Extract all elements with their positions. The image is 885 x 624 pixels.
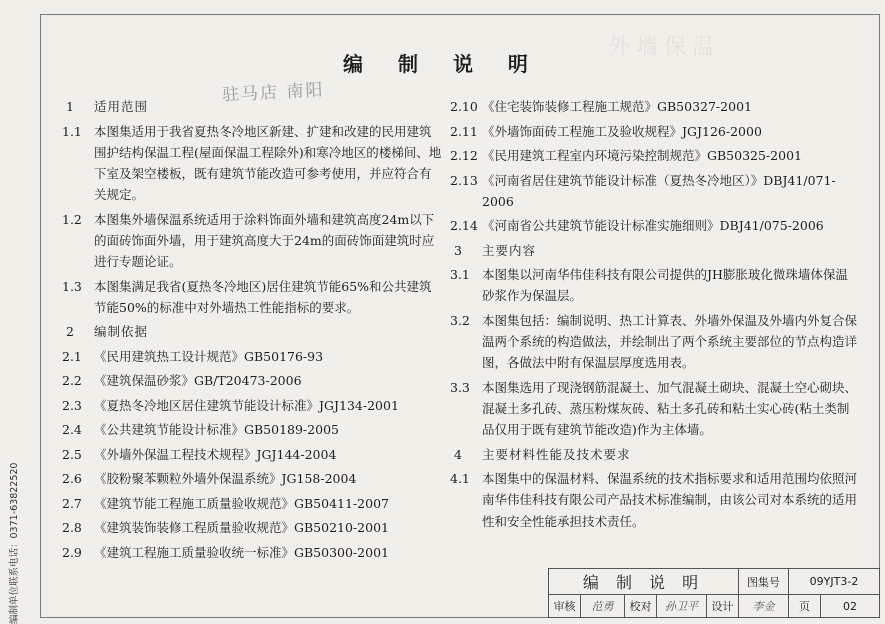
- clause-text: 本图集选用了现浇钢筋混凝土、加气混凝土砌块、混凝土空心砌块、混凝土多孔砖、蒸压粉煤灰砖、粘土多孔砖和粘土实心砖(粘土类制品仅用于既有建筑节能改造)作为主体墙。: [482, 379, 858, 438]
- clause-number: 2.10: [450, 99, 478, 114]
- clause-number: 3.3: [450, 379, 470, 395]
- clause-item: [62, 444, 442, 465]
- left-column: [62, 96, 442, 566]
- clause-text: 《建筑工程施工质量验收统一标准》GB50300-2001: [94, 544, 389, 560]
- clause-item: [450, 264, 860, 306]
- design-signature: 李金: [739, 595, 789, 617]
- clause-text: 主要材料性能及技术要求: [482, 446, 631, 462]
- clause-item: [62, 346, 442, 367]
- check-label: 校对: [625, 595, 657, 617]
- review-label: 审核: [549, 595, 581, 617]
- clause-item: [450, 468, 860, 532]
- clause-text: 编制依据: [94, 324, 149, 340]
- design-label: 设计: [707, 595, 739, 617]
- section-heading: [450, 444, 860, 465]
- clause-item: [450, 96, 860, 117]
- clause-number: 2.4: [62, 422, 82, 438]
- clause-number: 2.5: [62, 446, 82, 462]
- clause-text: 《外墙外保温工程技术规程》JGJ144-2004: [94, 446, 337, 462]
- clause-text: 《胶粉聚苯颗粒外墙外保温系统》JG158-2004: [94, 471, 357, 487]
- clause-item: [450, 310, 860, 374]
- clause-number: 4: [454, 446, 462, 462]
- clause-number: 2.8: [62, 520, 82, 536]
- clause-number: 2.11: [450, 123, 478, 139]
- clause-number: 3.2: [450, 312, 470, 328]
- clause-item: [62, 493, 442, 514]
- clause-item: [62, 209, 442, 273]
- clause-number: 1.3: [62, 278, 82, 294]
- page-title: 编 制 说 明: [343, 52, 542, 76]
- clause-text: 《公共建筑节能设计标准》GB50189-2005: [94, 422, 339, 438]
- atlas-number: 09YJT3-2: [789, 569, 879, 595]
- clause-item: [62, 419, 442, 440]
- side-contact-note: 编制单位联系电话：0371-63822520: [9, 462, 20, 624]
- clause-number: 1.2: [62, 211, 82, 227]
- clause-number: 2.9: [62, 544, 82, 560]
- clause-item: [62, 395, 442, 416]
- page-label: 页: [789, 595, 821, 617]
- clause-text: 本图集包括：编制说明、热工计算表、外墙外保温及外墙内外复合保温两个系统的构造做法，并绘制出了两个系统主要部位的节点构造详图，各做法中附有保温层厚度选用表。: [482, 312, 858, 371]
- title-block-name: 编 制 说 明: [549, 569, 739, 595]
- clause-number: 2.14: [450, 218, 478, 234]
- clause-text: 《民用建筑工程室内环境污染控制规范》GB50325-2001: [482, 148, 802, 163]
- section-heading: [450, 240, 860, 261]
- handwritten-note: 驻马店 南阳: [221, 80, 325, 106]
- clause-item: [62, 370, 442, 391]
- clause-number: 1.1: [62, 123, 82, 139]
- title-block: [548, 568, 880, 618]
- page-number: 02: [843, 599, 857, 613]
- section-heading: [62, 96, 442, 117]
- clause-item: [62, 517, 442, 538]
- check-signature: 孙卫平: [657, 595, 707, 617]
- clause-text: 适用范围: [94, 99, 149, 114]
- clause-number: 2.12: [450, 148, 478, 163]
- clause-number: 2.1: [62, 348, 82, 364]
- clause-number: 2: [66, 324, 74, 340]
- clause-text: 本图集外墙保温系统适用于涂料饰面外墙和建筑高度24m以下的面砖饰面外墙，用于建筑高度大于24m的面砖饰面建筑时应进行专题论证。: [94, 211, 435, 270]
- clause-item: [450, 145, 860, 166]
- review-signature: 范勇: [581, 595, 625, 617]
- clause-number: 2.13: [450, 172, 478, 188]
- clause-item: [450, 215, 860, 236]
- clause-item: [450, 377, 860, 441]
- clause-number: 1: [66, 99, 74, 114]
- clause-text: 本图集中的保温材料、保温系统的技术指标要求和适用范围均依照河南华伟佳科技有限公司产品技术标准编制，由该公司对本系统的适用性和安全性能承担技术责任。: [482, 471, 858, 529]
- clause-number: 2.6: [62, 471, 82, 487]
- clause-text: 主要内容: [482, 242, 537, 258]
- clause-number: 2.7: [62, 495, 82, 511]
- clause-text: 《外墙饰面砖工程施工及验收规程》JGJ126-2000: [482, 123, 762, 139]
- clause-number: 3: [454, 242, 462, 258]
- clause-item: [62, 276, 442, 318]
- faint-watermark: 外墙保温: [608, 35, 721, 60]
- clause-item: [62, 542, 442, 563]
- clause-text: 《建筑保温砂浆》GB/T20473-2006: [94, 373, 302, 389]
- clause-item: [62, 121, 442, 206]
- clause-item: [62, 468, 442, 489]
- clause-text: 《民用建筑热工设计规范》GB50176-93: [94, 348, 324, 364]
- clause-number: 3.1: [450, 267, 470, 283]
- clause-text: 《建筑节能工程施工质量验收规范》GB50411-2007: [94, 495, 389, 511]
- clause-text: 本图集满足我省(夏热冬冷地区)居住建筑节能65%和公共建筑节能50%的标准中对外墙热工性能指标的要求。: [94, 278, 432, 315]
- clause-number: 2.3: [62, 397, 82, 413]
- section-heading: [62, 321, 442, 342]
- clause-number: 2.2: [62, 373, 82, 389]
- clause-item: [450, 121, 860, 142]
- clause-text: 《建筑装饰装修工程质量验收规范》GB50210-2001: [94, 520, 389, 536]
- clause-text: 本图集以河南华伟佳科技有限公司提供的JH膨胀玻化微珠墙体保温砂浆作为保温层。: [482, 267, 848, 304]
- right-column: [450, 96, 860, 535]
- clause-text: 《河南省居住建筑节能设计标准（夏热冬冷地区）》DBJ41/071-2006: [482, 172, 836, 209]
- clause-text: 《住宅装饰装修工程施工规范》GB50327-2001: [482, 99, 752, 114]
- clause-text: 《夏热冬冷地区居住建筑节能设计标准》JGJ134-2001: [94, 397, 399, 413]
- atlas-label: 图集号: [739, 569, 789, 595]
- clause-text: 本图集适用于我省夏热冬冷地区新建、扩建和改建的民用建筑围护结构保温工程(屋面保温工程除外)和寒冷地区的楼梯间、地下室及架空楼板，既有建筑节能改造可参考使用，并应符合有关规定。: [94, 123, 442, 203]
- clause-item: [450, 170, 860, 212]
- clause-number: 4.1: [450, 471, 470, 487]
- clause-text: 《河南省公共建筑节能设计标准实施细则》DBJ41/075-2006: [482, 218, 824, 234]
